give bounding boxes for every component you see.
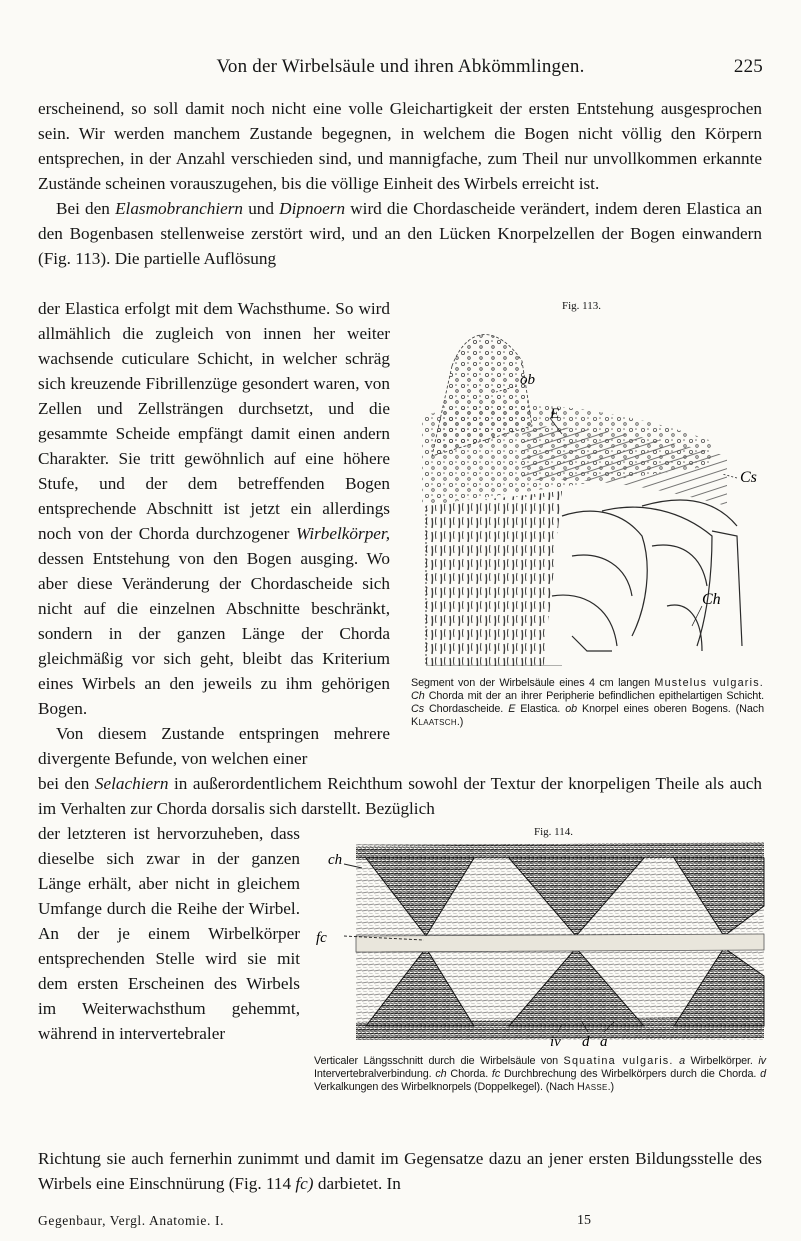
ref-fc: fc): [295, 1174, 314, 1193]
text-run: Bei den: [56, 199, 110, 218]
term-wirbelkoerper: Wirbelkörper,: [295, 524, 391, 543]
text-run: dessen Entstehung von den Bogen ausging. Wo aber diese Veränderung der Chordascheide sich nicht auf die einzelnen Abschnitte beschränkt, sondern in der ganzen Länge der Chorda gleichmäßig vor sich geht, bleibt das Kriterium eines Wirbels an den jeweils zu ihm gehörigen Bogen.: [38, 549, 390, 718]
caption-run: Segment von der Wirbelsäule eines 4 cm langen: [411, 677, 650, 689]
text-block-bottom: [38, 1146, 762, 1196]
caption-key-a: a: [679, 1055, 686, 1067]
fig-113-letter-cs: Cs: [740, 469, 757, 486]
fig-113-caption: [411, 677, 764, 729]
caption-run: .): [456, 716, 464, 728]
text-run: und: [248, 199, 274, 218]
footer-sheet-number: 15: [577, 1213, 591, 1228]
caption-run: Elastica.: [520, 703, 561, 715]
text-run: bei den: [38, 774, 90, 793]
running-head: [38, 56, 763, 80]
fig-113-letter-ob: ob: [520, 372, 535, 388]
caption-author: Hasse: [576, 1081, 608, 1093]
caption-run: Chorda mit der an ihrer Peripherie befindlichen epithelartigen Schicht.: [428, 690, 764, 702]
caption-key-iv: iv: [758, 1055, 766, 1067]
text-block-middle: [38, 771, 762, 821]
caption-species: Squatina vulgaris.: [563, 1055, 674, 1067]
fig-113-illustration: [412, 306, 767, 666]
paragraph-3-start: Von diesem Zustande entspringen mehrere divergente Befunde, von welchen einer: [38, 724, 390, 768]
text-column-fig113: [38, 296, 390, 771]
fig-114-letter-ch: ch: [328, 852, 343, 868]
caption-species: Mustelus vulgaris.: [654, 677, 765, 689]
text-run: der Elastica erfolgt mit dem Wachsthume. So wird allmählich die zugleich von innen her weiter wachsende cuticulare Schicht, in welcher schräg sich kreuzende Fibrillenzüge gesondert waren, von Zellen und Zellsträngen durchsetzt, und die gesammte Scheide empfängt damit einen andern Charakter. Sie tritt gewöhnlich auf eine höhere Stufe, und der dem betreffenden Bogen entsprechende Abschnitt ist jetzt ein allerdings noch von der Chorda durchzogener: [38, 299, 390, 543]
fig-114-letter-a: a: [600, 1034, 608, 1048]
chorda-cells-drawing: [552, 500, 742, 651]
caption-key-fc: fc: [491, 1068, 501, 1080]
text-run: wird die Chordascheide verändert, indem deren Elastica an den Bogenbasen stellenweise zerstört wird, und an den Lücken Knorpelzellen der Bogen einwandern (Fig. 113). Die partielle Auflösung: [38, 199, 763, 268]
caption-key-cs: Cs: [411, 703, 424, 715]
caption-run: Durchbrechung des Wirbelkörpers durch die Chorda.: [503, 1068, 757, 1080]
fig-114-letter-iv: iv: [550, 1034, 561, 1048]
text-run: in außerordentlichem Reichthum sowohl der Textur der knorpeligen Theile als auch im Verhalten zur Chorda dorsalis sich darstellt. Bezüglich: [38, 774, 763, 818]
paragraph-3-narrow: der letzteren ist hervorzuheben, dass dieselbe sich zwar in der ganzen Länge erhält, aber nicht in gleichem Umfange durch die Reihe der Wirbel. An der je einem Wirbelkörper entsprechenden Stelle wird sie mit dem ersten Erscheinen des Wirbels im Weiterwachsthum gehemmt, während in intervertebraler: [38, 824, 300, 1043]
caption-key-e: E: [508, 703, 516, 715]
footer-signature: Gegenbaur, Vergl. Anatomie. I.: [38, 1213, 225, 1228]
running-head-title: Von der Wirbelsäule und ihren Abkömmlingen.: [216, 56, 585, 77]
caption-key-ch: ch: [435, 1068, 447, 1080]
caption-run: Wirbelkörper.: [690, 1055, 753, 1067]
caption-author: Klaatsch: [411, 716, 457, 728]
fig-114-illustration: [314, 836, 766, 1048]
caption-run: Chorda.: [450, 1068, 489, 1080]
text-run: Richtung sie auch fernerhin zunimmt und damit im Gegensatze dazu an jener ersten Bildungsstelle des Wirbels eine Einschnürung (Fig. 114: [38, 1149, 762, 1193]
term-elasmobranchier: Elasmobranchiern: [115, 199, 244, 218]
caption-run: .): [607, 1081, 615, 1093]
caption-run: Intervertebralverbindung.: [314, 1068, 432, 1080]
text-column-fig114: [38, 821, 300, 1046]
caption-run: Verticaler Längsschnitt durch die Wirbelsäule von: [314, 1055, 559, 1067]
fig-113-letter-ch: Ch: [702, 591, 721, 608]
fig-114-caption: [314, 1055, 766, 1094]
paragraph-2-continued: [38, 296, 390, 721]
term-dipnoer: Dipnoern: [279, 199, 346, 218]
fig-113-letter-e: E: [550, 406, 560, 422]
fig-114-label: Fig. 114.: [534, 826, 574, 838]
term-selachier: Selachiern: [94, 774, 169, 793]
text-run: darbietet. In: [317, 1174, 401, 1193]
fig-114-letter-fc: fc: [316, 930, 327, 946]
paragraph-2-start: [38, 196, 762, 271]
caption-run: Knorpel eines oberen Bogens. (Nach: [581, 703, 764, 715]
caption-key-ch: Ch: [411, 690, 425, 702]
caption-run: Verkalkungen des Wirbelknorpels (Doppelkegel). (Nach: [314, 1081, 575, 1093]
fig-113-label: Fig. 113.: [562, 300, 602, 312]
caption-key-d: d: [760, 1068, 766, 1080]
paragraph-3-end: [38, 1146, 762, 1196]
paragraph-3-continued: [38, 771, 762, 821]
paragraph-1: erscheinend, so soll damit noch nicht eine volle Gleichartigkeit der ersten Entstehung ausgesprochen sein. Wir werden manchem Zustande begegnen, in welchem die Bogen nicht völlig den Körpern entsprechen, in der Anzahl verschieden sind, und mannigfache, zum Theil nur unvollkommen erkannte Zustände scheinen vorauszugehen, bis die völlige Einheit des Wirbels erreicht ist.: [38, 99, 762, 193]
caption-run: Chordascheide.: [428, 703, 504, 715]
caption-key-ob: ob: [565, 703, 577, 715]
page-footer: [38, 1213, 763, 1233]
page-number: 225: [733, 56, 763, 77]
fig-114-letter-d: d: [582, 1034, 590, 1048]
text-block-top: [38, 96, 762, 271]
